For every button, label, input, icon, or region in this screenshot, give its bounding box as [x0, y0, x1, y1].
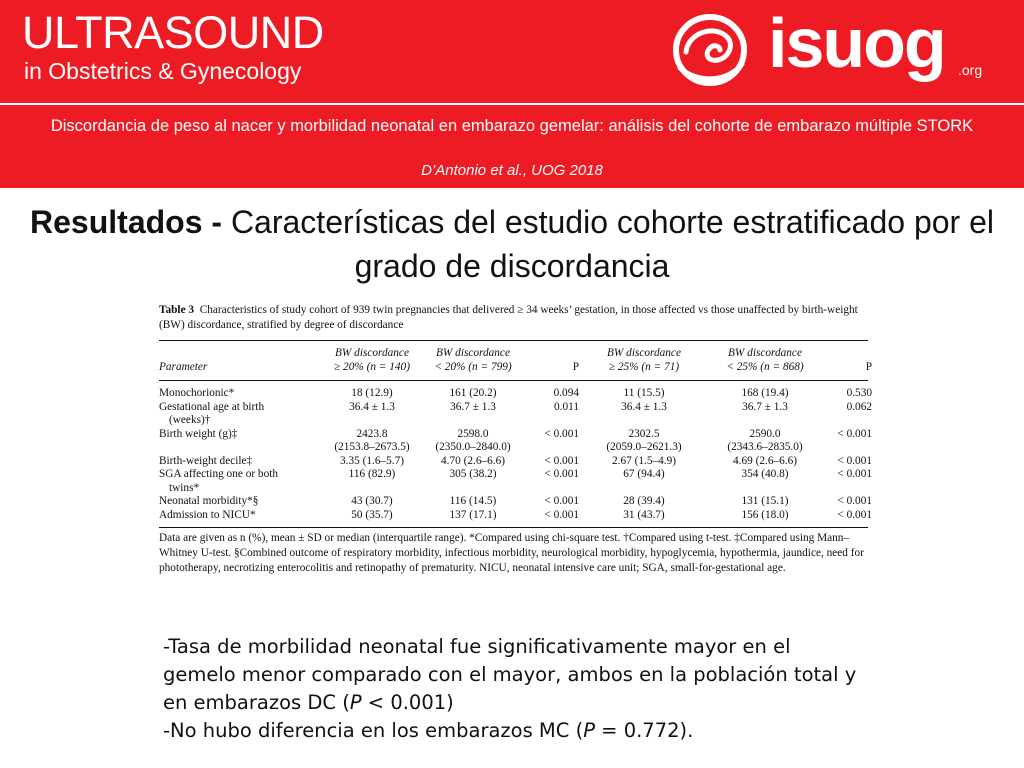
table-cell: Monochorionic*	[159, 387, 235, 399]
table-cell: 11 (15.5)	[623, 387, 665, 399]
table-cell: < 0.001	[544, 427, 579, 440]
table-cell: < 0.001	[837, 495, 872, 507]
note-1-p: P	[349, 691, 362, 714]
table-cell: 156 (18.0)	[741, 508, 789, 521]
note-1-end: < 0.001)	[361, 691, 454, 714]
table-cell	[417, 414, 529, 428]
journal-banner	[0, 0, 1024, 188]
table-cell: 2.67 (1.5–4.9)	[611, 454, 676, 467]
header-bwlt20-a: BW discordance	[436, 347, 510, 359]
note-2-end: = 0.772).	[594, 719, 694, 742]
table-cell: Birth weight (g)‡	[159, 427, 238, 440]
table-row	[159, 482, 872, 496]
table-row	[159, 441, 872, 455]
table-top-rule	[159, 340, 868, 341]
table-row	[159, 495, 872, 509]
table-cell: Neonatal morbidity*§	[159, 495, 259, 507]
table-cell	[705, 482, 825, 496]
table-cell: 116 (14.5)	[449, 495, 497, 507]
header-bw20-b: ≥ 20% (n = 140)	[334, 361, 410, 373]
table-cell	[529, 482, 583, 496]
logo-wordmark: isuog	[768, 4, 945, 82]
note-2-p: P	[583, 719, 595, 742]
slide-title	[0, 200, 1024, 288]
table-cell: 36.7 ± 1.3	[450, 400, 496, 413]
header-p2: P	[865, 361, 872, 373]
table-cell: 137 (17.1)	[449, 508, 497, 521]
table-cell: 28 (39.4)	[623, 495, 665, 507]
table-cell: 2598.0	[457, 427, 489, 440]
table-cell	[327, 482, 417, 496]
table-cell: 50 (35.7)	[351, 508, 393, 521]
table-row	[159, 387, 872, 401]
table-cell: 4.70 (2.6–6.6)	[440, 454, 505, 467]
table-header	[159, 346, 872, 374]
table-caption-label: Table 3	[159, 304, 195, 316]
table-cell: (weeks)†	[169, 414, 211, 426]
table-cell: < 0.001	[837, 508, 872, 521]
table-cell: (2350.0–2840.0)	[435, 441, 511, 453]
table-row	[159, 401, 872, 415]
table-cell	[825, 482, 872, 496]
banner-divider	[0, 103, 1024, 105]
table-cell	[529, 441, 583, 455]
table-caption	[159, 303, 868, 333]
table-cell: Birth-weight decile‡	[159, 454, 253, 467]
table-cell	[705, 414, 825, 428]
table-cell: 0.094	[553, 387, 579, 399]
logo-suffix: .org	[958, 62, 983, 78]
summary-notes	[163, 633, 863, 745]
header-bwlt25-b: < 25% (n = 868)	[726, 361, 804, 373]
table-cell: 2302.5	[628, 427, 660, 440]
note-1-text: -Tasa de morbilidad neonatal fue significativamente mayor en el gemelo menor comparado con el mayor, ambos en la población total y en embarazos DC (	[163, 635, 857, 714]
isuog-emblem-icon	[668, 10, 758, 90]
table-cell: 4.69 (2.6–6.6)	[732, 454, 797, 467]
header-bw25-a: BW discordance	[607, 347, 681, 359]
table-cell: 0.062	[846, 400, 872, 413]
table-cell	[159, 441, 327, 455]
table-cell: twins*	[169, 481, 200, 494]
header-parameter: Parameter	[159, 361, 208, 373]
slide-title-bold: Resultados -	[30, 204, 223, 240]
header-bw25-b: ≥ 25% (n = 71)	[608, 361, 680, 373]
header-p1: P	[572, 361, 579, 373]
table-cell: 2423.8	[356, 427, 388, 440]
table-bottom-rule	[159, 527, 868, 528]
note-2	[163, 717, 863, 745]
table-cell: 131 (15.1)	[741, 495, 789, 507]
table-cell: 2590.0	[749, 427, 781, 440]
table-cell: 36.4 ± 1.3	[621, 400, 667, 413]
note-1	[163, 633, 863, 717]
table-cell: 354 (40.8)	[741, 468, 789, 480]
table-row	[159, 414, 872, 428]
table-cell: 161 (20.2)	[449, 387, 497, 399]
table-cell: 305 (38.2)	[449, 468, 497, 480]
table-row	[159, 455, 872, 469]
table-cell: 67 (94.4)	[623, 468, 665, 480]
note-2-text: -No hubo diferencia en los embarazos MC (	[163, 719, 584, 742]
table-cell: 18 (12.9)	[351, 387, 393, 399]
table-cell	[825, 414, 872, 428]
table-caption-text: Characteristics of study cohort of 939 twin pregnancies that delivered ≥ 34 weeks’ gestation, in those affected vs those unaffected by birth-weight (BW) discordance, stratified by degree of discordance	[159, 304, 858, 331]
table-cell: < 0.001	[544, 495, 579, 507]
table-cell: < 0.001	[544, 468, 579, 480]
header-bwlt20-b: < 20% (n = 799)	[434, 361, 512, 373]
table-cell	[583, 482, 705, 496]
table-cell: SGA affecting one or both	[159, 468, 279, 480]
isuog-logo	[668, 4, 1008, 90]
table-header-rule	[159, 380, 868, 381]
paper-title: Discordancia de peso al nacer y morbilidad neonatal en embarazo gemelar: análisis del cohorte de embarazo múltiple STORK	[50, 117, 974, 135]
slide-title-rest: Características del estudio cohorte estratificado por el grado de discordancia	[222, 204, 994, 284]
table-cell: < 0.001	[544, 508, 579, 521]
table-cell: < 0.001	[544, 454, 579, 467]
journal-title: ULTRASOUND	[22, 7, 324, 58]
table-row	[159, 428, 872, 442]
table-cell: 43 (30.7)	[351, 495, 393, 507]
table-body	[159, 387, 872, 522]
table-cell: 3.35 (1.6–5.7)	[339, 454, 404, 467]
paper-citation: D’Antonio et al., UOG 2018	[421, 162, 603, 179]
table-cell: 36.4 ± 1.3	[349, 400, 395, 413]
table-cell: 31 (43.7)	[623, 508, 665, 521]
table-row	[159, 509, 872, 523]
header-bwlt25-a: BW discordance	[728, 347, 802, 359]
table-row	[159, 468, 872, 482]
table-cell: Admission to NICU*	[159, 508, 256, 521]
table-cell: (2153.8–2673.5)	[334, 441, 410, 453]
table-cell	[327, 414, 417, 428]
table-cell: 36.7 ± 1.3	[742, 400, 788, 413]
table-cell	[529, 414, 583, 428]
table-cell	[583, 414, 705, 428]
table-cell: 0.530	[846, 387, 872, 399]
table-cell: < 0.001	[837, 468, 872, 480]
table-cell: < 0.001	[837, 454, 872, 467]
table-cell: 168 (19.4)	[741, 387, 789, 399]
table-cell: Gestational age at birth	[159, 400, 265, 413]
table-footnote: Data are given as n (%), mean ± SD or median (interquartile range). *Compared using chi-square test. †Compared using t-test. ‡Compared using Mann–Whitney U-test. §Combined outcome of respiratory morbidity, infectious morbidity, neurological morbidity, hypoglycemia, hypothermia, jaundice, need for phototherapy, necrotizing enterocolitis and retinopathy of prematurity. NICU, neonatal intensive care unit; SGA, small-for-gestational age.	[159, 532, 864, 574]
table-cell	[417, 482, 529, 496]
table-cell: < 0.001	[837, 427, 872, 440]
journal-subtitle: in Obstetrics & Gynecology	[24, 58, 302, 84]
results-table	[159, 303, 872, 576]
table-cell: (2343.6–2835.0)	[727, 441, 803, 453]
header-bw20-a: BW discordance	[335, 347, 409, 359]
table-cell: 116 (82.9)	[348, 468, 396, 480]
table-cell: 0.011	[554, 400, 579, 413]
table-cell	[825, 441, 872, 455]
table-cell: (2059.0–2621.3)	[606, 441, 682, 453]
